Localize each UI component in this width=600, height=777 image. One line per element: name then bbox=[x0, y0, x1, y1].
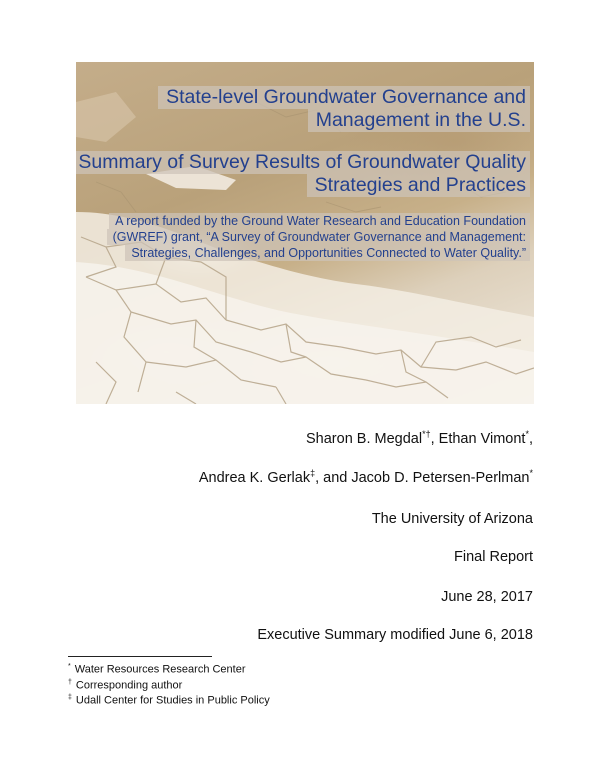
authors-line-2 bbox=[199, 470, 533, 486]
footnote-2-text: Corresponding author bbox=[75, 679, 183, 692]
modified-note: Executive Summary modified June 6, 2018 bbox=[257, 627, 533, 643]
footnote-1 bbox=[68, 663, 246, 676]
footnote-1-mark: * bbox=[68, 663, 71, 670]
footnote-1-text: Water Resources Research Center bbox=[74, 663, 246, 676]
author-megdal: Sharon B. Megdal bbox=[306, 431, 423, 447]
funding-note-line-3: Strategies, Challenges, and Opportunities Connected to Water Quality.” bbox=[125, 245, 530, 261]
cover-subtitle-line-2: Strategies and Practices bbox=[307, 174, 530, 197]
author-gerlak-mark: ‡ bbox=[310, 468, 316, 479]
footnote-2-mark: † bbox=[68, 679, 72, 686]
report-date: June 28, 2017 bbox=[441, 589, 533, 605]
funding-note-line-1: A report funded by the Ground Water Research and Education Foundation bbox=[109, 213, 530, 229]
author-gerlak: Andrea K. Gerlak bbox=[198, 470, 311, 486]
author-vimont: , Ethan Vimont bbox=[430, 431, 526, 447]
cover-title-line-1: State-level Groundwater Governance and bbox=[158, 86, 530, 109]
institution: The University of Arizona bbox=[371, 511, 533, 527]
footnote-3-mark: ‡ bbox=[68, 694, 72, 701]
footnote-divider bbox=[68, 656, 212, 657]
footnote-3-text: Udall Center for Studies in Public Policy bbox=[75, 694, 270, 707]
cover-image-dry-cracked-earth bbox=[76, 62, 534, 404]
author-petersen-perlman-mark: * bbox=[529, 468, 533, 479]
author-petersen-perlman: , and Jacob D. Petersen-Perlman bbox=[315, 470, 530, 486]
author-vimont-mark: * bbox=[525, 429, 529, 440]
funding-note-line-2: (GWREF) grant, “A Survey of Groundwater Governance and Management: bbox=[107, 229, 530, 245]
footnote-2 bbox=[68, 679, 182, 692]
authors-line-1 bbox=[306, 431, 533, 447]
footnote-3 bbox=[68, 694, 270, 707]
author-megdal-mark: *† bbox=[422, 429, 431, 440]
cover-subtitle-line-1: Summary of Survey Results of Groundwater Quality bbox=[76, 151, 530, 174]
cover-title-line-2: Management in the U.S. bbox=[308, 109, 530, 132]
authors-line-1-comma: , bbox=[528, 431, 533, 447]
report-type: Final Report bbox=[454, 549, 533, 565]
